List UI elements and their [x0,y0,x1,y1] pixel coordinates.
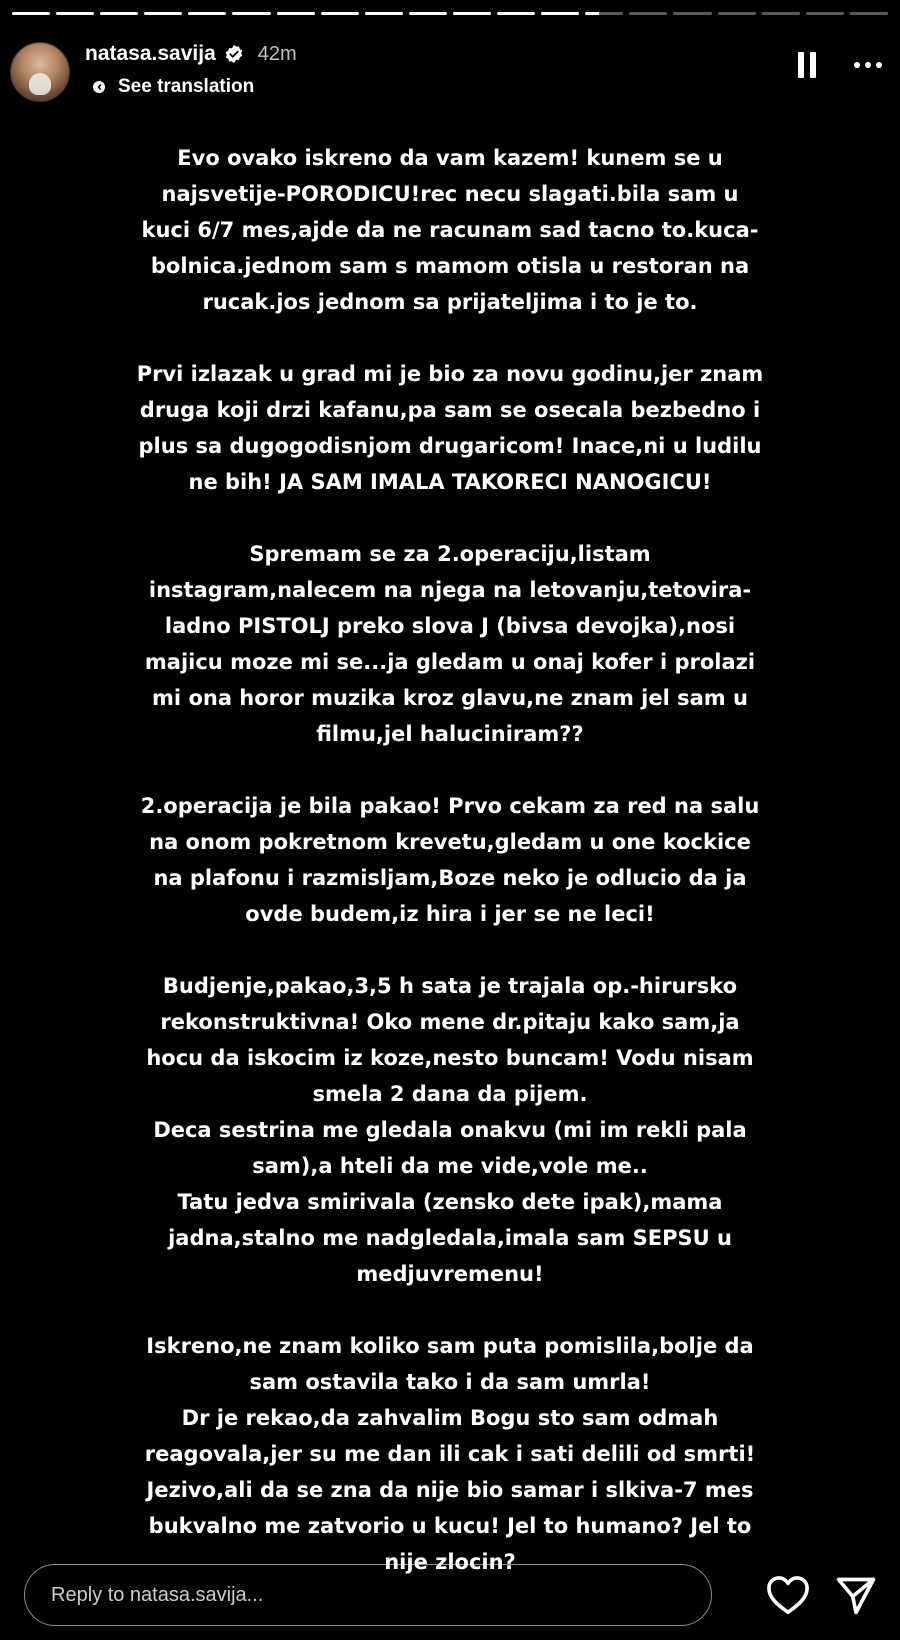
progress-segment [541,12,579,15]
pause-icon[interactable] [798,52,816,78]
translate-dot-icon [92,80,106,94]
username-row [85,42,297,66]
reply-input[interactable] [49,1583,711,1608]
story-controls [798,52,882,78]
story-progress-bar [12,12,888,15]
progress-segment [144,12,182,15]
progress-segment [850,12,888,15]
progress-segment [762,12,800,15]
progress-segment [806,12,844,15]
progress-segment [277,12,315,15]
avatar[interactable] [10,42,70,102]
story-paragraph: Iskreno,ne znam koliko sam puta pomislila,bolje da sam ostavila tako i da sam umrla! Dr je rekao,da zahvalim Bogu sto sam odmah reagovala,jer su me dan ili cak i sati delili od smrti! Jezivo,ali da se zna da nije bio samar i slkiva-7 mes bukvalno me zatvorio u kucu! Jel to humano? Jel to nije zlocin? [144,1334,756,1574]
progress-segment [718,12,756,15]
progress-segment [629,12,667,15]
story-paragraph: Evo ovako iskreno da vam kazem! kunem se u najsvetije-PORODICU!rec necu slagati.bila sam u kuci 6/7 mes,ajde da ne racunam sad tacno to.kuca- bolnica.jednom sam s mamom otisla u restoran na rucak.jos jednom sa prijateljima i to je to. [141,146,759,314]
story-paragraph: Budjenje,pakao,3,5 h sata je trajala op.-hirursko rekonstruktivna! Oko mene dr.pitaju kako sam,ja hocu da iskocim iz koze,nesto buncam! Vodu nisam smela 2 dana da pijem. Deca sestrina me gledala onakvu (mi im rekli pala sam),a hteli da me vide,vole me.. Tatu jedva smirivala (zensko dete ipak),mama jadna,stalno me nadgledala,imala sam SEPSU u medjuvremenu! [146,974,754,1286]
progress-segment [585,12,623,15]
progress-segment [409,12,447,15]
story-paragraph: Prvi izlazak u grad mi je bio za novu godinu,jer znam druga koji drzi kafanu,pa sam se osecala bezbedno i plus sa dugogodisnjom drugaricom! Inace,ni u ludilu ne bih! JA SAM IMALA TAKORECI NANOGICU! [136,362,764,494]
story-paragraph: Spremam se za 2.operaciju,listam instagram,nalecem na njega na letovanju,tetovira- ladno PISTOLJ preko slova J (bivsa devojka),nosi majicu moze mi se...ja gledam u onaj kofer i prolazi mi ona horor muzika kroz glavu,ne znam jel sam u filmu,jel haluciniram?? [144,542,756,746]
progress-segment [321,12,359,15]
username[interactable]: natasa.savija [85,42,216,65]
verified-badge-icon [224,44,244,64]
reply-bar [24,1564,712,1626]
progress-segment [453,12,491,15]
story-paragraph: 2.operacija je bila pakao! Prvo cekam za red na salu na onom pokretnom krevetu,gledam u one kockice na plafonu i razmisljam,Boze neko je odlucio da ja ovde budem,iz hira i jer se ne leci! [140,794,760,926]
heart-icon[interactable] [766,1575,810,1615]
progress-segment [673,12,711,15]
see-translation-label: See translation [118,76,255,97]
progress-segment [56,12,94,15]
see-translation-link[interactable] [92,76,254,98]
send-icon[interactable] [834,1574,878,1618]
progress-segment [12,12,50,15]
progress-segment [365,12,403,15]
story-header [10,38,890,102]
story-text [60,140,840,1616]
progress-segment [188,12,226,15]
post-time: 42m [257,42,297,65]
progress-segment [232,12,270,15]
progress-segment [497,12,535,15]
more-icon[interactable] [854,62,882,68]
progress-segment [100,12,138,15]
